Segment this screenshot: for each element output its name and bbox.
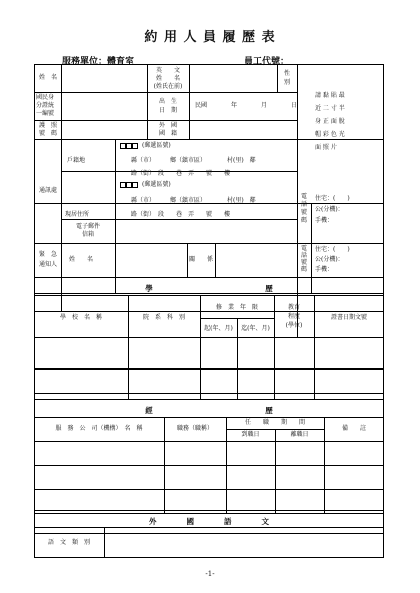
current-address-label: 現居住所 <box>65 211 90 218</box>
address-label: 通訊處 <box>38 187 57 194</box>
name-label: 姓 名 <box>38 74 57 81</box>
relationship-label: 關 係 <box>188 256 213 263</box>
birth-date-label: 日 期 <box>158 107 177 114</box>
emergency-name-label: 姓 名 <box>69 256 94 263</box>
language-type-label: 語 文 類 別 <box>47 539 90 546</box>
department-header: 院 系 科 別 <box>142 314 185 321</box>
english-name-label: (姓氏在前) <box>153 83 183 90</box>
form-title: 約 用 人 員 履 歷 表 <box>144 30 276 45</box>
gender-label: 別 <box>283 79 290 86</box>
certificate-header: 證書日期文號 <box>330 314 367 321</box>
phone-label: 碼 <box>300 217 307 224</box>
passport-label: 號 碼 <box>38 130 57 137</box>
resume-form: 姓 名 英 文 姓 名 (姓氏在前) 性 別 國民身 分證統 一編號 出 生 日 期 民國 年 月 日 護 照 號 碼 外 國 國 籍 請 黏 貼 最 近 二 寸 半 身 正 面 脫 帽 彩 色 光 面 照 片 通訊處 戶籍地 (郵遞區號) 縣（市） 鄉（鎮市區） 村(里) 鄰 路（街） 段 巷 弄 號 樓 現居住所 (郵遞區號) 縣（市） 鄉（鎮市區） 村(里) 鄰 路（街） 段 巷 弄 號 樓 電子郵件 信箱 電 話 號 碼 住宅：( ) 公(分機)： 手機： 緊 急 通知人 姓 名 關 係 電 話 號 碼 住宅：( ) 公(分機)： 手機： <box>34 64 384 558</box>
page-number: -1- <box>205 570 215 578</box>
education-section-header: 學 歷 <box>145 284 273 293</box>
study-to-header: 迄(年、月) <box>241 325 270 332</box>
remarks-header: 備 註 <box>341 425 366 432</box>
nationality-label: 國 籍 <box>158 130 177 137</box>
staff-number-label: 員工代號： <box>244 57 290 67</box>
position-header: 職務（職稱） <box>176 425 213 432</box>
company-header: 服 務 公 司（機構） 名 稱 <box>55 425 143 432</box>
degree-header: (學位) <box>285 322 303 329</box>
end-date-header: 離職日 <box>290 431 309 438</box>
emergency-phone-label: 碼 <box>300 266 307 273</box>
start-date-header: 到職日 <box>241 431 260 438</box>
birth-date-value: 民國 年 月 日 <box>195 102 298 109</box>
study-period-header: 修 業 年 限 <box>215 304 258 311</box>
service-unit: 服務單位：體育室 <box>62 57 135 67</box>
experience-section-header: 經 歷 <box>145 406 273 415</box>
study-from-header: 起(年、月) <box>204 325 233 332</box>
language-section-header: 外 國 語 文 <box>149 517 269 526</box>
email-label: 信箱 <box>81 231 94 238</box>
household-address-label: 戶籍地 <box>67 157 86 164</box>
id-number-label: 一編號 <box>36 110 55 117</box>
employment-period-header: 任 職 期 間 <box>244 419 305 426</box>
emergency-contact-label: 通知人 <box>38 261 57 268</box>
lower-sections: 學 歷 學 校 名 稱 院 系 科 別 修 業 年 限 起(年、月) 迄(年、月) 教育 程度 (學位) 證書日期文號 經 歷 服 務 公 司（機構） 名 稱 職務（職稱） 任 職 期 間 到職日 離職日 備 註 外 國 語 文 語 文 類 別 <box>34 280 384 558</box>
school-name-header: 學 校 名 稱 <box>59 314 102 321</box>
